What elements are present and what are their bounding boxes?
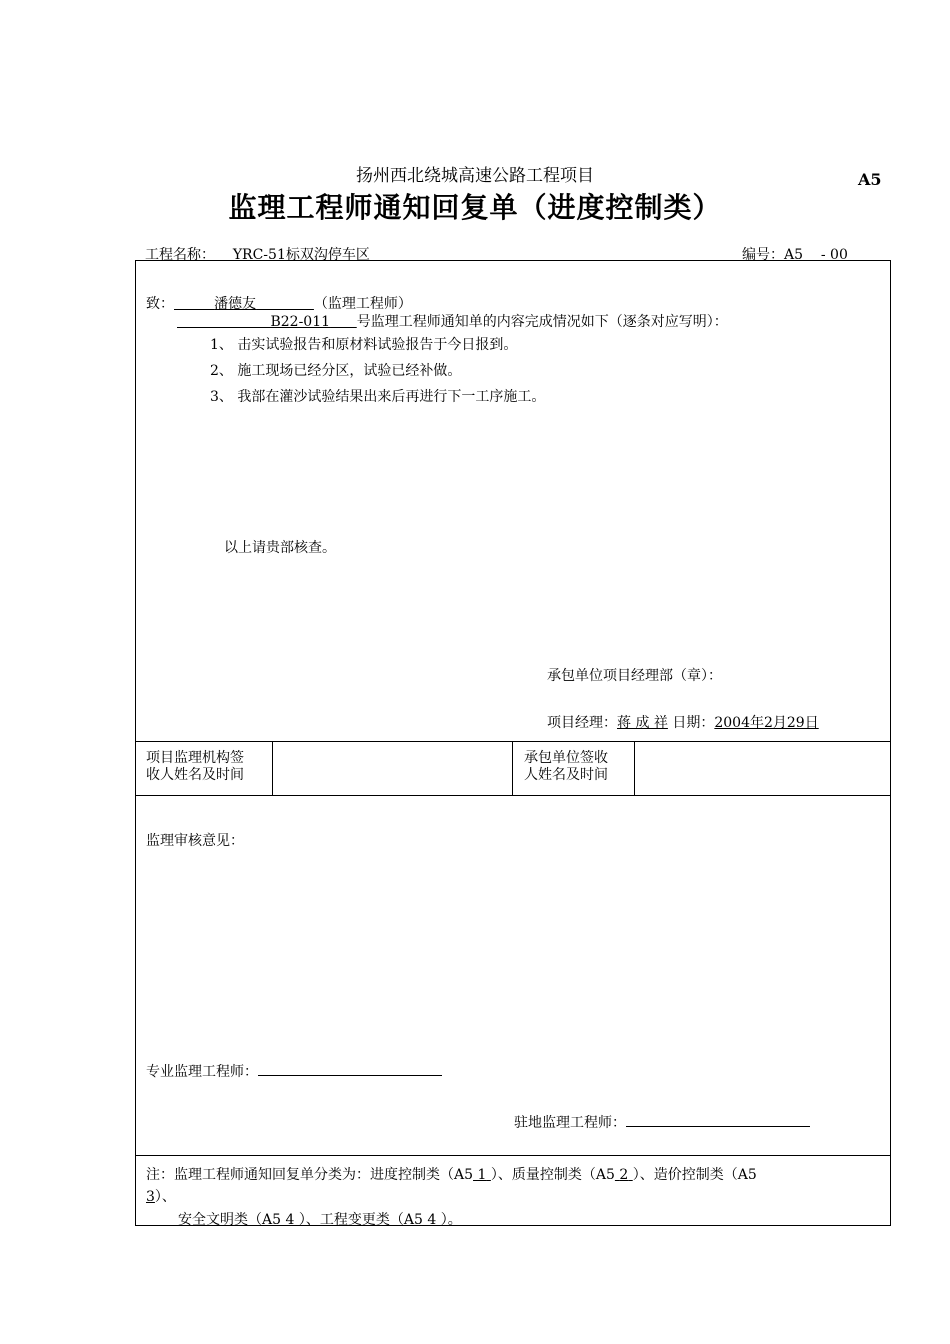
contractor-dept-label: 承包单位项目经理部（章）： — [547, 668, 722, 684]
form-code: A5 — [858, 170, 882, 189]
manager-label: 项目经理： — [547, 715, 617, 731]
divider — [136, 795, 890, 796]
contractor-sign-field[interactable] — [635, 742, 889, 795]
resident-engineer-label: 驻地监理工程师： — [514, 1115, 626, 1131]
specialist-engineer-row — [146, 1061, 442, 1081]
closing-text: 以上请贵部核查。 — [224, 540, 336, 556]
form-number-value: 00 — [830, 247, 848, 263]
supervisor-sign-label: 项目监理机构签 收人姓名及时间 — [146, 750, 244, 783]
project-subtitle: 扬州西北绕城高速公路工程项目 — [356, 166, 594, 186]
project-name-label: 工程名称： — [145, 247, 215, 263]
notice-row — [177, 311, 728, 331]
date-value: 2004年2月29日 — [714, 715, 819, 731]
review-opinion-label: 监理审核意见： — [146, 833, 244, 849]
form-number-label: 编号：A5 — [742, 247, 804, 263]
project-name-value: YRC-51标双沟停车区 — [232, 247, 370, 263]
specialist-signature-line[interactable] — [258, 1061, 442, 1076]
divider — [512, 741, 513, 795]
resident-signature-line[interactable] — [626, 1112, 810, 1127]
form-number-sep: - — [820, 247, 826, 263]
notice-text: 号监理工程师通知单的内容完成情况如下（逐条对应写明）： — [356, 314, 728, 330]
list-item: 3、 我部在灌沙试验结果出来后再进行下一工序施工。 — [210, 389, 546, 405]
date-label: 日期： — [672, 715, 715, 731]
list-item: 1、 击实试验报告和原材料试验报告于今日报到。 — [210, 337, 518, 353]
to-name: 潘德友 — [214, 296, 257, 312]
supervisor-sign-field[interactable] — [273, 742, 511, 795]
notice-number: B22-011 — [270, 314, 331, 330]
divider — [136, 1155, 890, 1156]
list-item: 2、 施工现场已经分区，试验已经补做。 — [210, 363, 462, 379]
note-line-1-cont: 3）、 — [146, 1189, 176, 1205]
note-line-1: 注：监理工程师通知回复单分类为：进度控制类（A5 1 ）、质量控制类（A5 2 ）、造价控制类（A5 — [146, 1167, 757, 1183]
contractor-sign-label: 承包单位签收 人姓名及时间 — [524, 750, 608, 783]
manager-row — [547, 712, 819, 732]
to-row — [146, 293, 412, 313]
to-suffix: （监理工程师） — [313, 296, 412, 312]
reply-form — [135, 260, 891, 1226]
manager-name: 蒋 成 祥 — [617, 715, 668, 731]
resident-engineer-row — [514, 1112, 810, 1132]
specialist-engineer-label: 专业监理工程师： — [146, 1064, 258, 1080]
to-label: 致： — [146, 296, 174, 312]
note-line-2: 安全文明类（A5 4 ）、工程变更类（A5 4 ）。 — [178, 1212, 462, 1228]
page-title: 监理工程师通知回复单（进度控制类） — [228, 191, 722, 224]
